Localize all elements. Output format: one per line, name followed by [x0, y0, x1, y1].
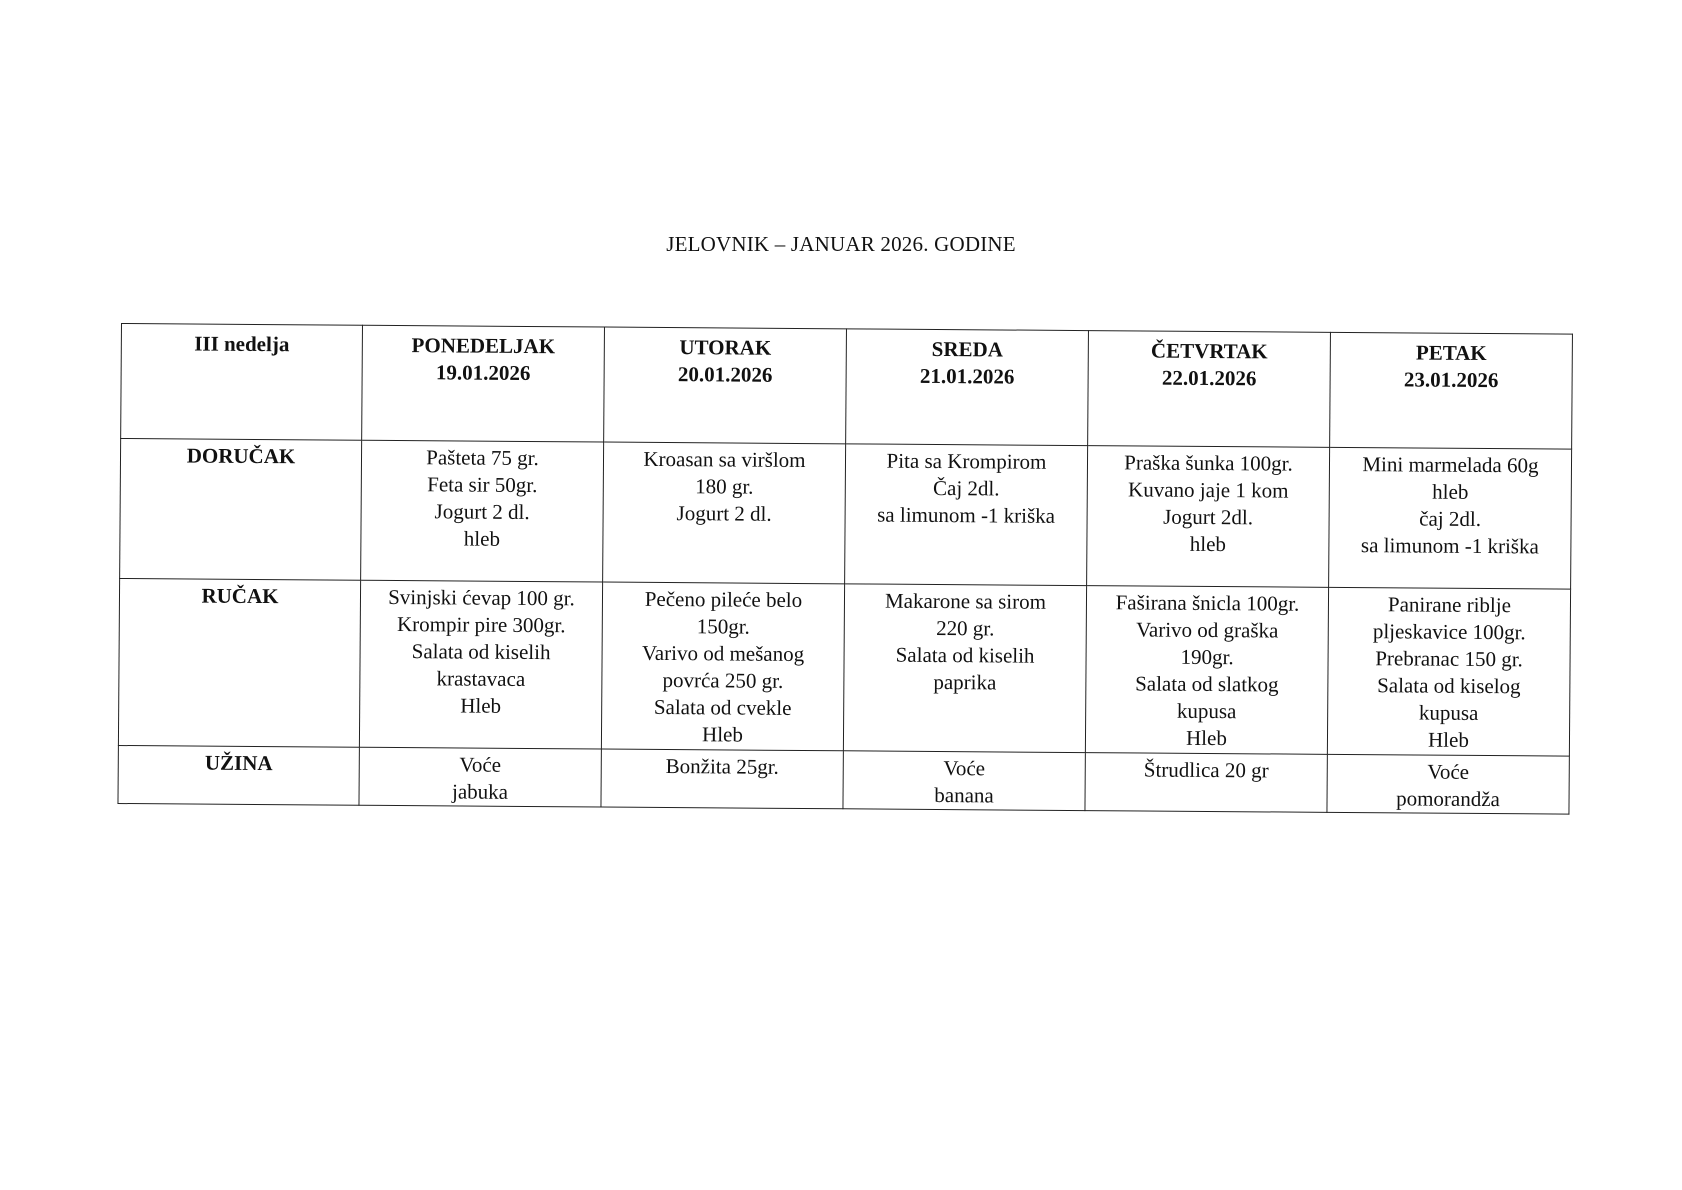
- menu-item-line: povrća 250 gr.: [662, 667, 784, 693]
- day-name: PETAK: [1415, 340, 1487, 366]
- menu-cell: [1327, 754, 1569, 814]
- menu-item-line: Pečeno pileće belo: [644, 586, 803, 613]
- menu-item-line: Salata od slatkog: [1135, 671, 1279, 697]
- day-header-friday: [1330, 332, 1573, 449]
- menu-item-line: jabuka: [451, 779, 509, 804]
- menu-cell: [1327, 587, 1570, 756]
- menu-item-line: Faširana šnicla 100gr.: [1115, 590, 1300, 616]
- menu-cell: [843, 751, 1085, 811]
- menu-item-line: Pita sa Krompirom: [886, 448, 1047, 474]
- meal-row-breakfast: [120, 439, 1572, 590]
- day-header-monday: [362, 325, 605, 442]
- menu-item-line: hleb: [1432, 479, 1469, 504]
- header-row: [121, 324, 1573, 450]
- menu-item-line: Salata od cvekle: [653, 694, 792, 720]
- menu-item-line: čaj 2dl.: [1419, 506, 1482, 531]
- menu-item-line: Čaj 2dl.: [932, 475, 1000, 501]
- menu-item-line: paprika: [933, 669, 997, 695]
- menu-item-line: Jogurt 2 dl.: [434, 499, 530, 525]
- day-name: UTORAK: [679, 335, 772, 360]
- menu-cell: [843, 584, 1086, 753]
- menu-item-line: Jogurt 2 dl.: [676, 501, 772, 526]
- day-header-wednesday: [846, 329, 1089, 446]
- menu-item-line: sa limunom -1 kriška: [877, 502, 1056, 528]
- week-label: III nedelja: [121, 324, 363, 441]
- menu-cell: [1085, 586, 1328, 755]
- menu-item-line: Panirane riblje: [1387, 592, 1512, 618]
- menu-cell: [603, 442, 846, 584]
- menu-item-line: pljeskavice 100gr.: [1372, 619, 1526, 645]
- meal-label: RUČAK: [118, 578, 360, 747]
- menu-item-line: Mini marmelada 60g: [1362, 452, 1539, 478]
- day-date: 22.01.2026: [1161, 365, 1257, 391]
- document-title: JELOVNIK – JANUAR 2026. GODINE: [666, 232, 1016, 256]
- menu-cell: [1329, 447, 1572, 589]
- menu-cell: [845, 444, 1088, 586]
- menu-cell: [359, 580, 602, 749]
- menu-item-line: kupusa: [1418, 700, 1479, 725]
- menu-cell: [359, 747, 601, 807]
- menu-item-line: hleb: [1189, 531, 1227, 557]
- menu-item-line: hleb: [463, 526, 501, 551]
- meal-row-lunch: [118, 578, 1570, 756]
- menu-item-line: Varivo od graška: [1136, 617, 1279, 643]
- menu-item-line: Krompir pire 300gr.: [396, 612, 566, 638]
- menu-item-line: Pašteta 75 gr.: [426, 445, 539, 471]
- menu-item-line: Hleb: [701, 722, 743, 747]
- meal-label: UŽINA: [118, 745, 359, 805]
- menu-table: [117, 323, 1572, 815]
- menu-item-line: banana: [934, 782, 994, 808]
- menu-cell: [1087, 446, 1330, 588]
- menu-item-line: Hleb: [1185, 725, 1227, 751]
- menu-item-line: Salata od kiselog: [1377, 673, 1521, 699]
- day-date: 21.01.2026: [919, 363, 1015, 389]
- menu-item-line: 220 gr.: [936, 615, 995, 641]
- day-name: ČETVRTAK: [1150, 338, 1268, 364]
- menu-item-line: Prebranac 150 gr.: [1375, 646, 1523, 672]
- menu-item-line: Kuvano jaje 1 kom: [1128, 477, 1289, 503]
- menu-item-line: krastavaca: [436, 666, 526, 691]
- menu-item-line: Salata od kiselih: [895, 642, 1035, 668]
- menu-cell: [601, 749, 843, 809]
- menu-item-line: Voće: [1427, 759, 1470, 784]
- menu-item-line: Hleb: [460, 693, 502, 718]
- menu-item-line: Feta sir 50gr.: [427, 472, 538, 498]
- menu-item-line: Varivo od mešanog: [641, 640, 805, 667]
- menu-item-line: Kroasan sa viršlom: [643, 446, 806, 473]
- day-date: 20.01.2026: [677, 362, 773, 387]
- menu-cell: [361, 440, 604, 582]
- menu-item-line: Makarone sa sirom: [884, 588, 1047, 614]
- day-header-thursday: [1088, 331, 1331, 448]
- menu-item-line: sa limunom -1 kriška: [1360, 533, 1539, 559]
- menu-item-line: pomorandža: [1396, 786, 1501, 812]
- menu-item-line: kupusa: [1176, 698, 1237, 724]
- menu-cell: [1085, 753, 1327, 813]
- day-header-tuesday: [604, 327, 847, 444]
- menu-item-line: Bonžita 25gr.: [665, 754, 779, 779]
- menu-item-line: Svinjski ćevap 100 gr.: [388, 584, 575, 611]
- menu-item-line: Praška šunka 100gr.: [1124, 450, 1293, 476]
- day-name: SREDA: [931, 336, 1004, 362]
- menu-item-line: Voće: [459, 752, 502, 777]
- day-date: 23.01.2026: [1403, 367, 1499, 393]
- menu-item-line: Hleb: [1427, 727, 1469, 752]
- menu-item-line: Voće: [943, 756, 986, 781]
- menu-item-line: Salata od kiselih: [411, 639, 551, 665]
- menu-cell: [601, 582, 844, 751]
- meal-row-snack: [118, 745, 1569, 814]
- menu-item-line: Štrudlica 20 gr: [1143, 757, 1269, 783]
- meal-label: DORUČAK: [120, 439, 362, 581]
- day-date: 19.01.2026: [435, 360, 531, 386]
- menu-item-line: 150gr.: [696, 614, 750, 639]
- day-name: PONEDELJAK: [411, 333, 556, 359]
- menu-item-line: 190gr.: [1180, 644, 1234, 670]
- menu-item-line: 180 gr.: [695, 474, 754, 499]
- menu-item-line: Jogurt 2dl.: [1163, 504, 1254, 530]
